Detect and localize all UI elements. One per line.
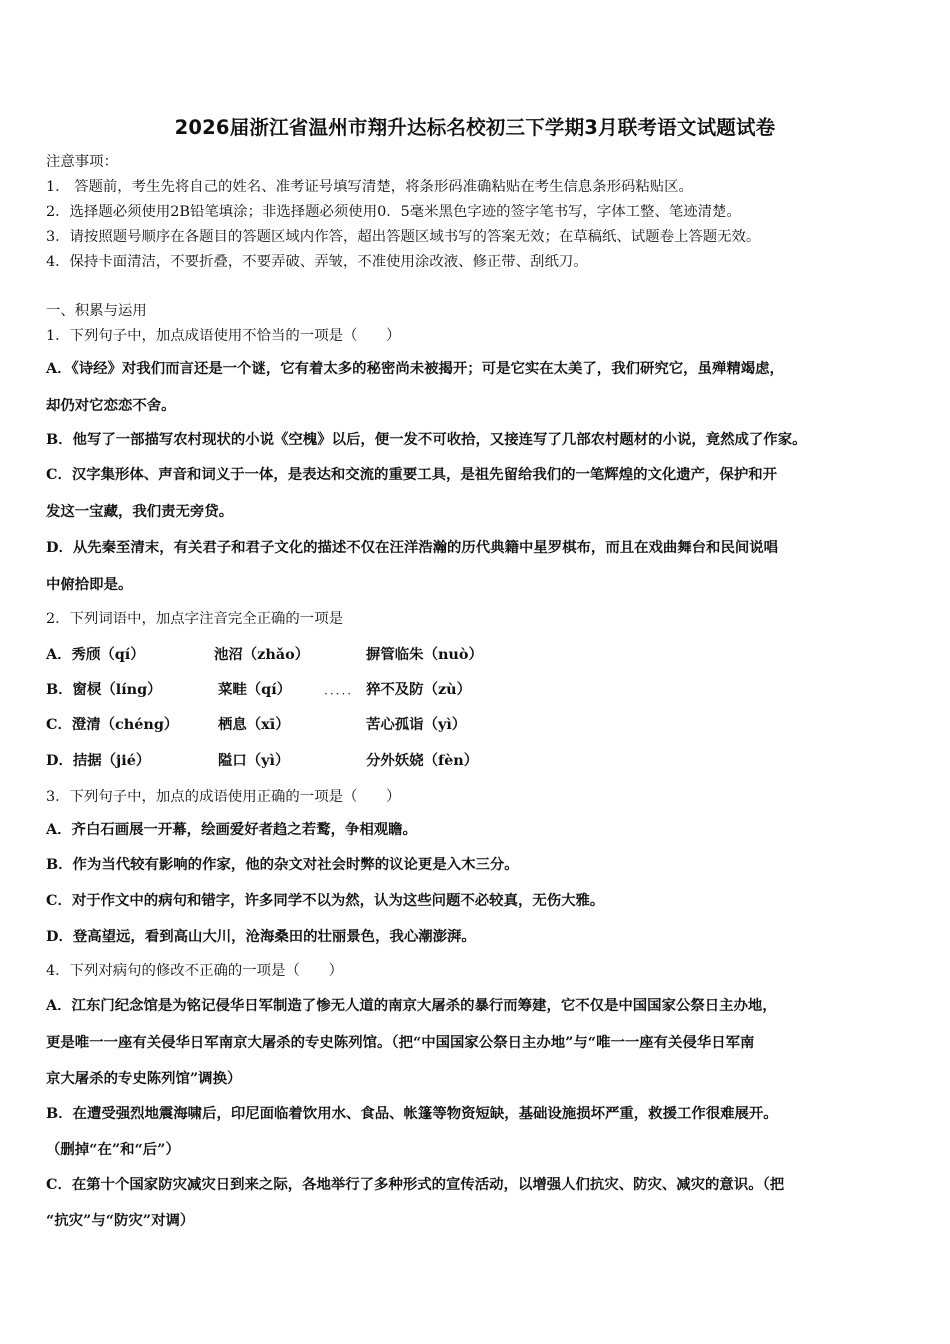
notice-item-3: 3．请按照题号顺序在各题目的答题区域内作答，超出答题区域书写的答案无效；在草稿纸、试题卷上答题无效。	[46, 229, 761, 245]
q2-c-word2: 栖息（xī）	[218, 716, 290, 733]
q2-b-word2: 菜畦（qí）	[218, 681, 292, 698]
q2-a-word1: A．秀颀（qí）	[46, 646, 145, 663]
q3-option-d: D．登高望远，看到高山大川，沧海桑田的壮丽景色，我心潮澎湃。	[46, 928, 476, 945]
q4-option-a-line2: 更是唯一一座有关侵华日军南京大屠杀的专史陈列馆。（把“中国国家公祭日主办地”与“唯一一座有关侵华日军南	[46, 1034, 755, 1051]
q1-option-d-line1: D．从先秦至清末，有关君子和君子文化的描述不仅在汪洋浩瀚的历代典籍中星罗棋布，而且在戏曲舞台和民间说唱	[46, 539, 779, 556]
q1-option-d-line2: 中俯拾即是。	[46, 576, 133, 593]
q1-option-a-line1: A．《诗经》对我们而言还是一个谜，它有着太多的秘密尚未被揭开；可是它实在太美了，我们研究它，虽殚精竭虑，	[46, 360, 784, 377]
q2-c-word3: 苦心孤诣（yì）	[366, 716, 467, 733]
q3-option-a: A．齐白石画展一开幕，绘画爱好者趋之若鹜，争相观瞻。	[46, 821, 417, 838]
notice-heading: 注意事项：	[46, 154, 118, 170]
q1-option-c-line1: C．汉字集形体、声音和词义于一体，是表达和交流的重要工具，是祖先留给我们的一笔辉煌的文化遗产，保护和开	[46, 466, 777, 483]
q2-a-word2: 池沼（zhǎo）	[214, 646, 310, 663]
q2-stem: 2．下列词语中，加点字注音完全正确的一项是	[46, 611, 343, 627]
q4-option-b-line1: B．在遭受强烈地震海啸后，印尼面临着饮用水、食品、帐篷等物资短缺，基础设施损坏严重，救援工作很难展开。	[46, 1105, 778, 1122]
page-title: 2026届浙江省温州市翔升达标名校初三下学期3月联考语文试题试卷	[174, 116, 776, 139]
notice-item-2: 2．选择题必须使用2B铅笔填涂；非选择题必须使用0．5毫米黑色字迹的签字笔书写，字体工整、笔迹清楚。	[46, 204, 741, 220]
q2-a-word3: 摒管临朱（nuò）	[366, 646, 483, 663]
notice-item-4: 4．保持卡面清洁，不要折叠，不要弄破、弄皱，不准使用涂改液、修正带、刮纸刀。	[46, 254, 588, 270]
q2-d-word2: 隘口（yì）	[218, 752, 290, 769]
q1-option-a-line2: 却仍对它恋恋不舍。	[46, 397, 176, 414]
q2-b-word1: B．窗棂（líng）	[46, 681, 162, 698]
q4-option-a-line3: 京大屠杀的专史陈列馆”调换）	[46, 1070, 242, 1087]
section-heading: 一、积累与运用	[46, 303, 147, 319]
q3-stem: 3．下列句子中，加点的成语使用正确的一项是（ ）	[46, 789, 401, 805]
q3-option-b: B．作为当代较有影响的作家，他的杂文对社会时弊的议论更是入木三分。	[46, 856, 519, 873]
notice-item-1: 1． 答题前，考生先将自己的姓名、准考证号填写清楚，将条形码准确粘贴在考生信息条形码粘贴区。	[46, 179, 693, 195]
q4-option-a-line1: A．江东门纪念馆是为铭记侵华日军制造了惨无人道的南京大屠杀的暴行而筹建，它不仅是中国国家公祭日主办地，	[46, 997, 777, 1014]
q3-option-c: C．对于作文中的病句和错字，许多同学不以为然，认为这些问题不必较真，无伤大雅。	[46, 892, 605, 909]
q2-c-word1: C．澄清（chéng）	[46, 716, 179, 733]
q4-option-c-line2: “抗灾”与“防灾”对调）	[46, 1212, 195, 1229]
q4-stem: 4．下列对病句的修改不正确的一项是（ ）	[46, 963, 343, 979]
q2-b-word3: 猝不及防（zù）	[366, 681, 471, 698]
q2-d-word3: 分外妖娆（fèn）	[366, 752, 479, 769]
q2-d-word1: D．拮据（jié）	[46, 752, 151, 769]
q1-option-b: B．他写了一部描写农村现状的小说《空槐》以后，便一发不可收拾，又接连写了几部农村题材的小说，竟然成了作家。	[46, 431, 807, 448]
q1-option-c-line2: 发这一宝藏，我们责无旁贷。	[46, 503, 234, 520]
q1-stem: 1．下列句子中，加点成语使用不恰当的一项是（ ）	[46, 328, 401, 344]
q4-option-b-line2: （删掉“在”和“后”）	[46, 1141, 180, 1158]
q4-option-c-line1: C．在第十个国家防灾减灾日到来之际，各地举行了多种形式的宣传活动，以增强人们抗灾、防灾、减灾的意识。（把	[46, 1176, 785, 1193]
emphasis-dots: ·····	[324, 687, 354, 701]
